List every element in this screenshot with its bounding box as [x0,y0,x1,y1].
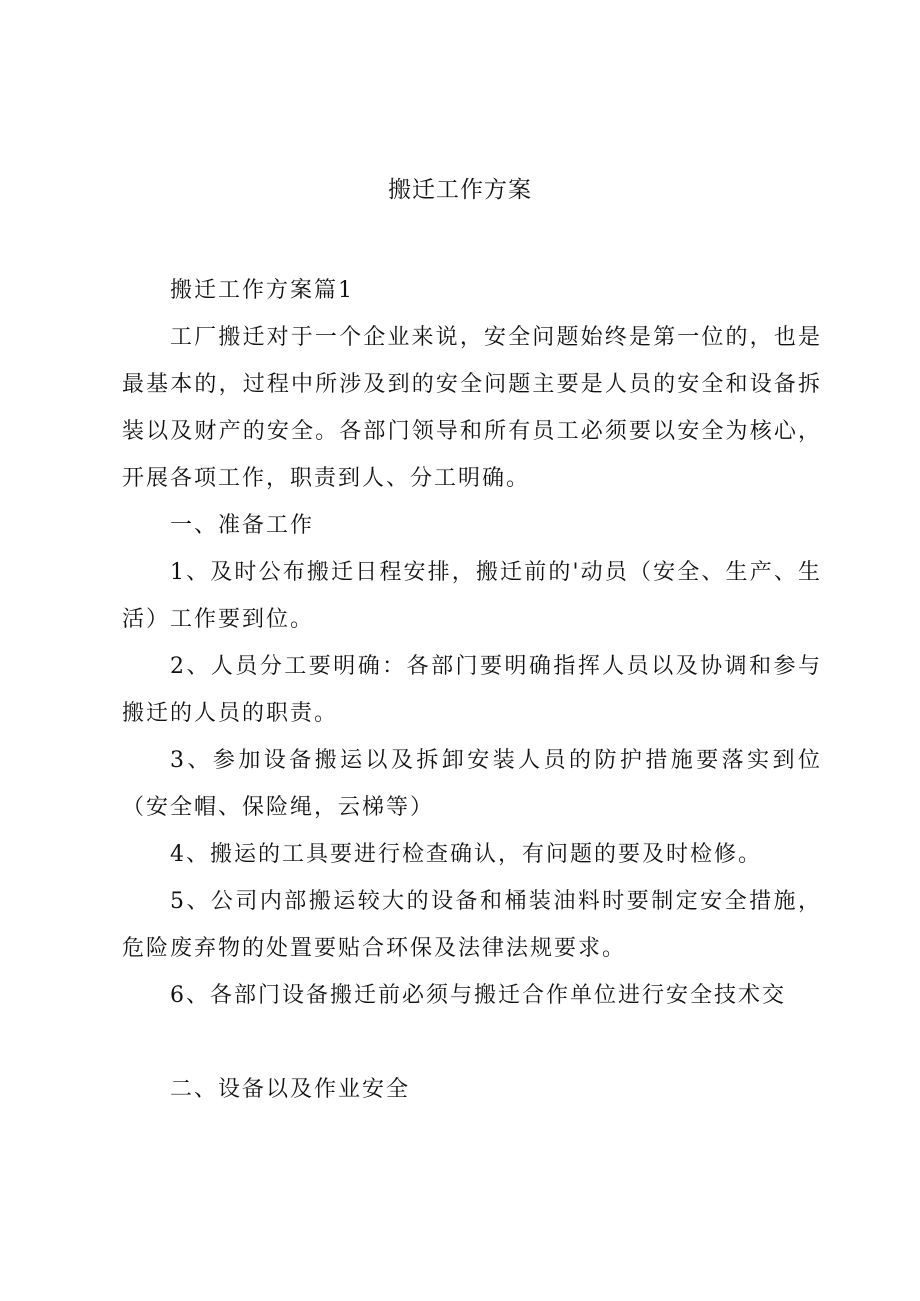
document-title: 搬迁工作方案 [388,177,532,203]
list-item-4: 4、搬运的工具要进行检查确认，有问题的要及时检修。 [170,842,762,867]
section-heading-preparation: 一、准备工作 [170,513,315,538]
document-body [122,267,822,1113]
list-item-2: 2、人员分工要明确：各部门要明确指挥人员以及协调和参与搬迁的人员的职责。 [122,654,822,726]
intro-paragraph: 工厂搬迁对于一个企业来说，安全问题始终是第一位的，也是最基本的，过程中所涉及到的安全问题主要是人员的安全和设备拆装以及财产的安全。各部门领导和所有员工必须要以安全为核心，开展各项工作，职责到人、分工明确。 [122,325,822,491]
section-heading-equipment-safety: 二、设备以及作业安全 [170,1077,411,1102]
blank-line [122,1019,822,1066]
section-heading-part1: 搬迁工作方案篇1 [170,278,354,303]
list-item-1: 1、及时公布搬迁日程安排，搬迁前的'动员（安全、生产、生活）工作要到位。 [122,560,823,632]
list-item-3: 3、参加设备搬运以及拆卸安装人员的防护措施要落实到位（安全帽、保险绳，云梯等） [122,748,822,820]
list-item-5: 5、公司内部搬运较大的设备和桶装油料时要制定安全措施，危险废弃物的处置要贴合环保及法律法规要求。 [122,889,822,961]
list-item-6: 6、各部门设备搬迁前必须与搬迁合作单位进行安全技术交 [170,983,786,1008]
